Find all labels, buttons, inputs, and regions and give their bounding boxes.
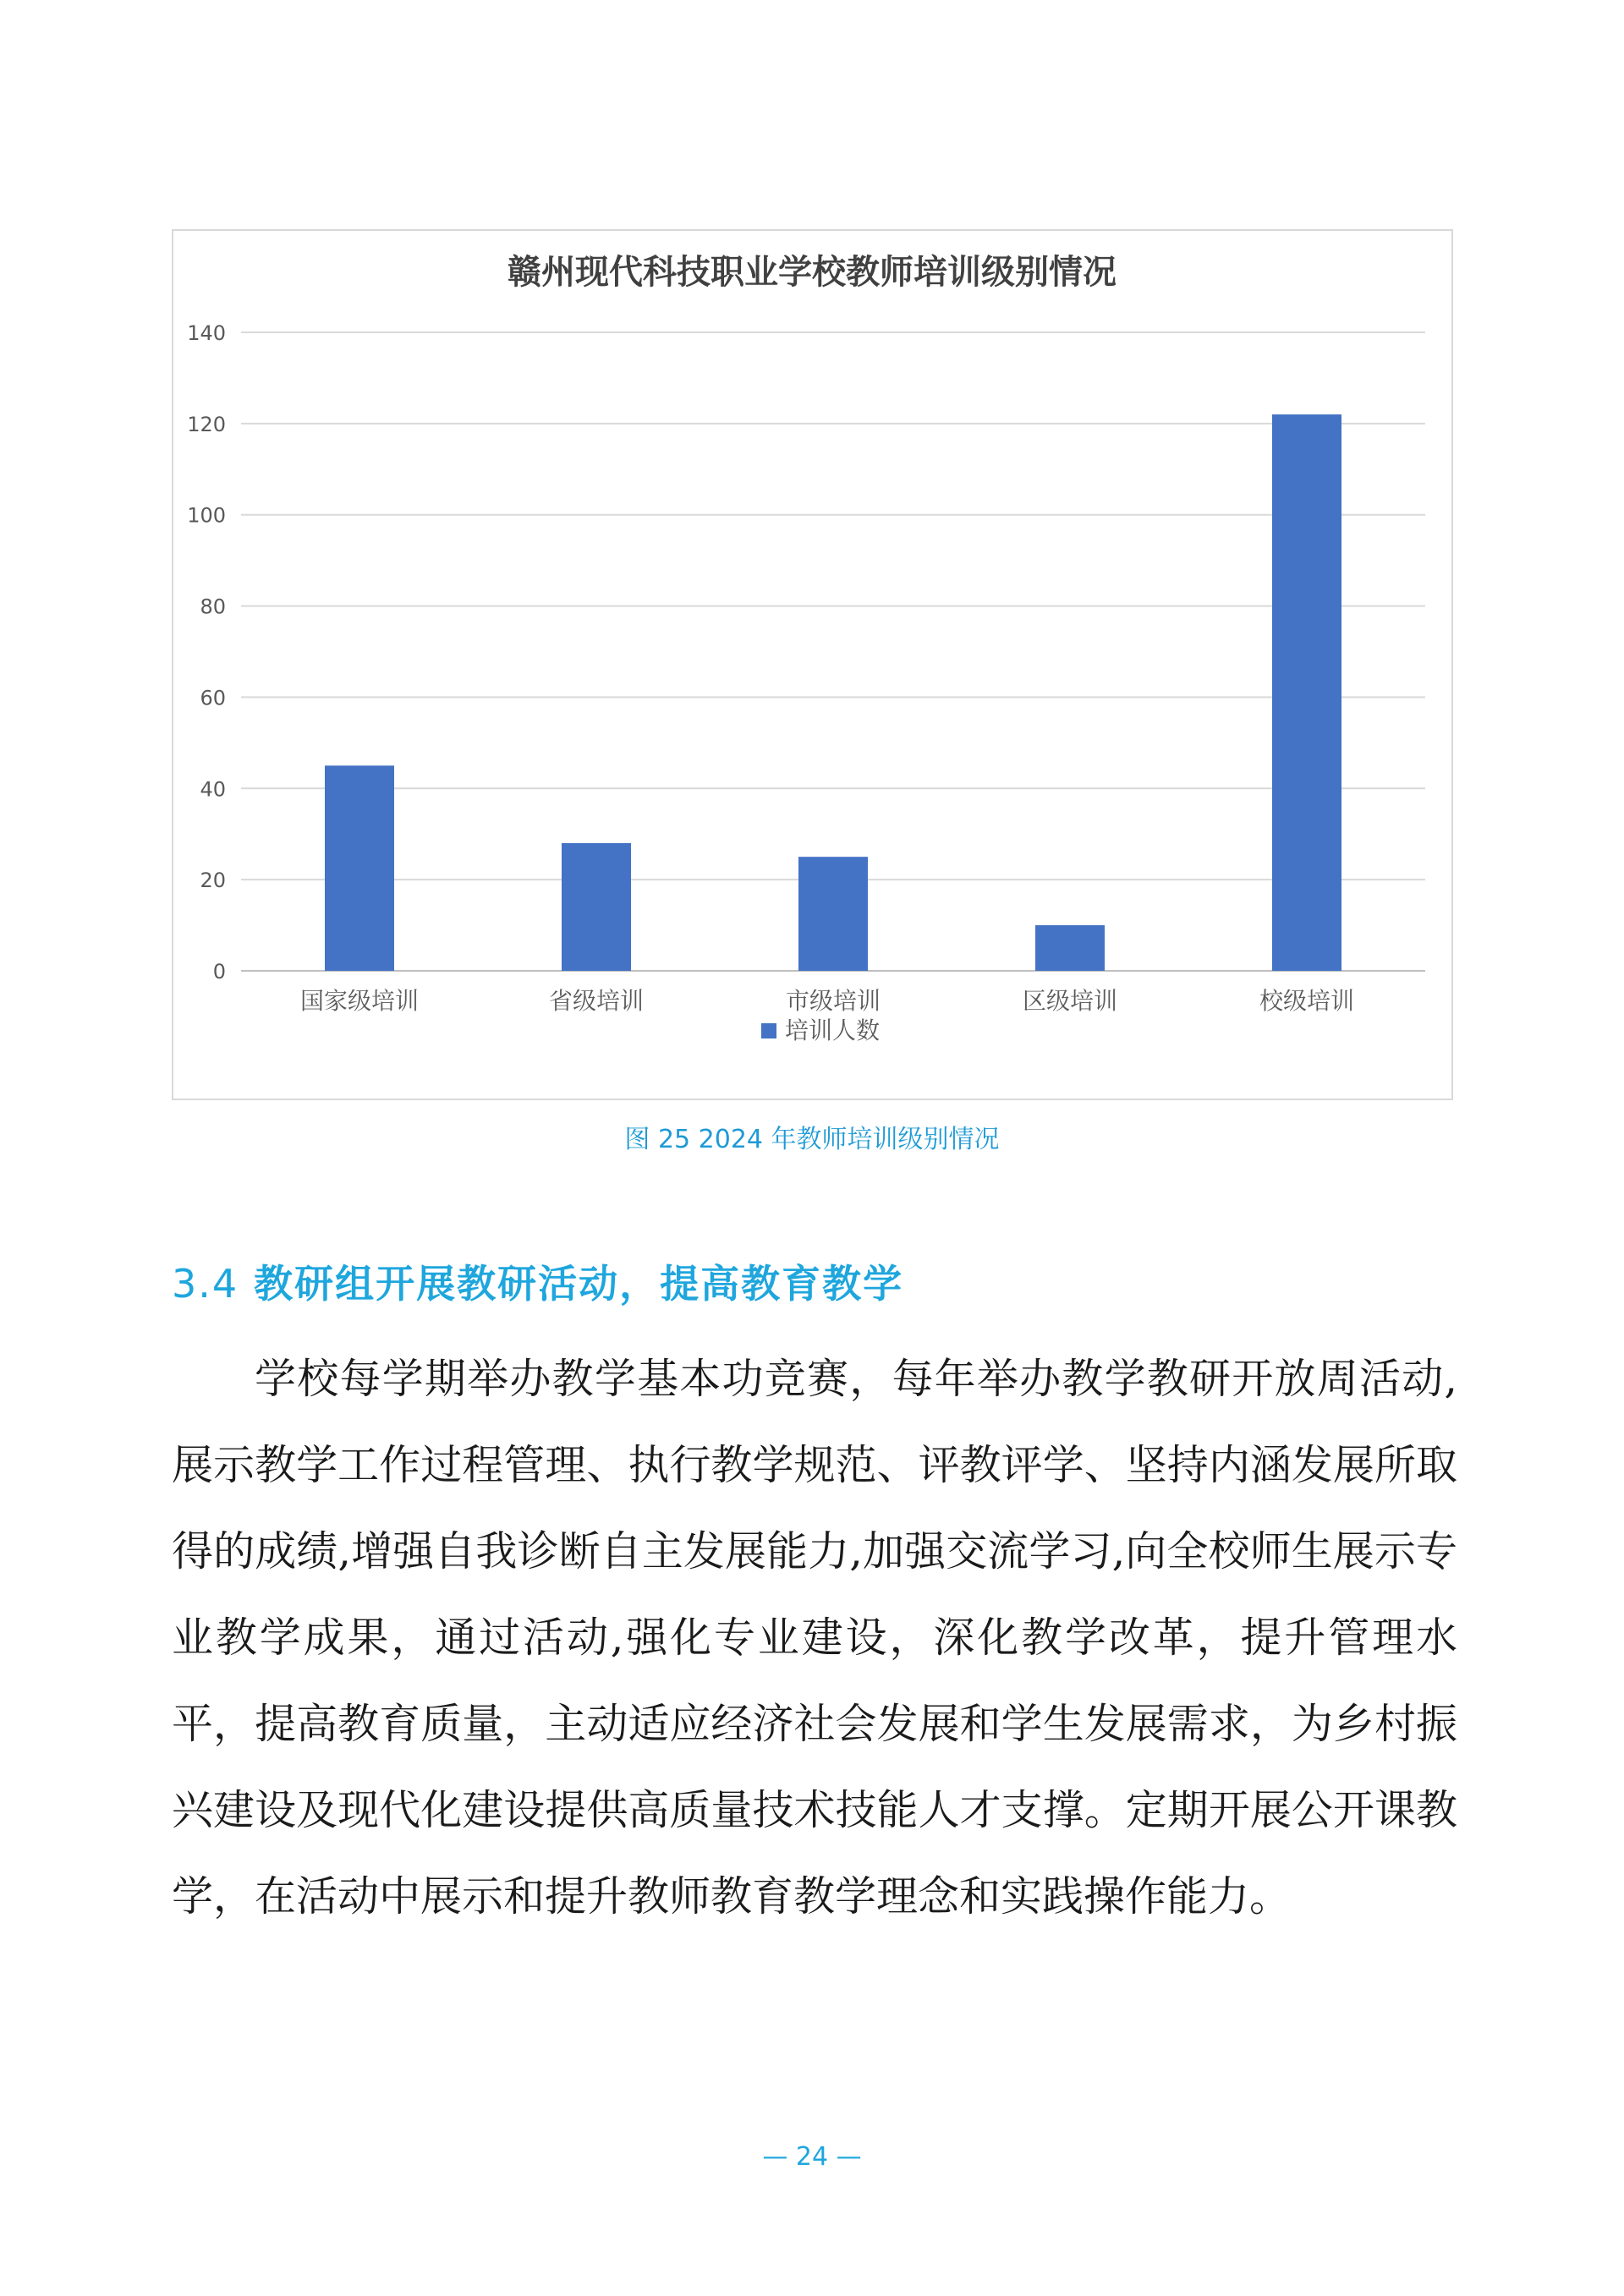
page-number: — 24 — bbox=[762, 2142, 862, 2172]
x-tick-label: 市级培训 bbox=[785, 987, 881, 1015]
x-tick-label: 校级培训 bbox=[1259, 987, 1355, 1015]
y-tick-label: 120 bbox=[187, 412, 226, 436]
bar bbox=[562, 843, 631, 971]
y-axis-ticks bbox=[187, 321, 226, 984]
section-title: 教研组开展教研活动，提高教育教学 bbox=[254, 1261, 904, 1307]
y-tick-label: 20 bbox=[200, 869, 226, 893]
chart-svg bbox=[173, 231, 1451, 1099]
section-number: 3.4 bbox=[172, 1261, 239, 1307]
x-tick-label: 国家级培训 bbox=[299, 987, 420, 1015]
bar bbox=[798, 857, 868, 971]
bar-chart bbox=[172, 229, 1453, 1100]
bar bbox=[325, 765, 394, 971]
bar bbox=[1035, 925, 1105, 971]
x-axis-ticks bbox=[300, 987, 1354, 1015]
bar bbox=[1272, 414, 1341, 971]
x-tick-label: 省级培训 bbox=[548, 987, 645, 1015]
y-tick-label: 40 bbox=[200, 777, 226, 802]
legend-swatch bbox=[761, 1023, 776, 1038]
y-tick-label: 0 bbox=[212, 960, 226, 984]
body-paragraph: 学校每学期举办教学基本功竞赛，每年举办教学教研开放周活动,展示教学工作过程管理、执行教学规范、评教评学、坚持内涵发展所取得的成绩,增强自我诊断自主发展能力,加强交流学习,向全校师生展示专业教学成果，通过活动,强化专业建设，深化教学改革，提升管理水平，提高教育质量，主动适应经济社会发展和学生发展需求，为乡村振兴建设及现代化建设提供高质量技术技能人才支撑。定期开展公开课教学，在活动中展示和提升教师教育教学理念和实践操作能力。 bbox=[172, 1355, 1457, 1921]
legend bbox=[761, 1016, 880, 1044]
y-tick-label: 80 bbox=[200, 595, 226, 619]
legend-label: 培训人数 bbox=[785, 1016, 881, 1044]
y-tick-label: 60 bbox=[200, 686, 226, 710]
y-tick-label: 140 bbox=[187, 321, 226, 345]
figure-caption: 图 25 2024 年教师培训级别情况 bbox=[624, 1125, 1000, 1154]
section-heading bbox=[172, 1253, 903, 1309]
bars bbox=[325, 414, 1341, 971]
y-tick-label: 100 bbox=[187, 503, 226, 528]
chart-title: 赣州现代科技职业学校教师培训级别情况 bbox=[508, 253, 1116, 292]
x-tick-label: 区级培训 bbox=[1022, 987, 1118, 1015]
